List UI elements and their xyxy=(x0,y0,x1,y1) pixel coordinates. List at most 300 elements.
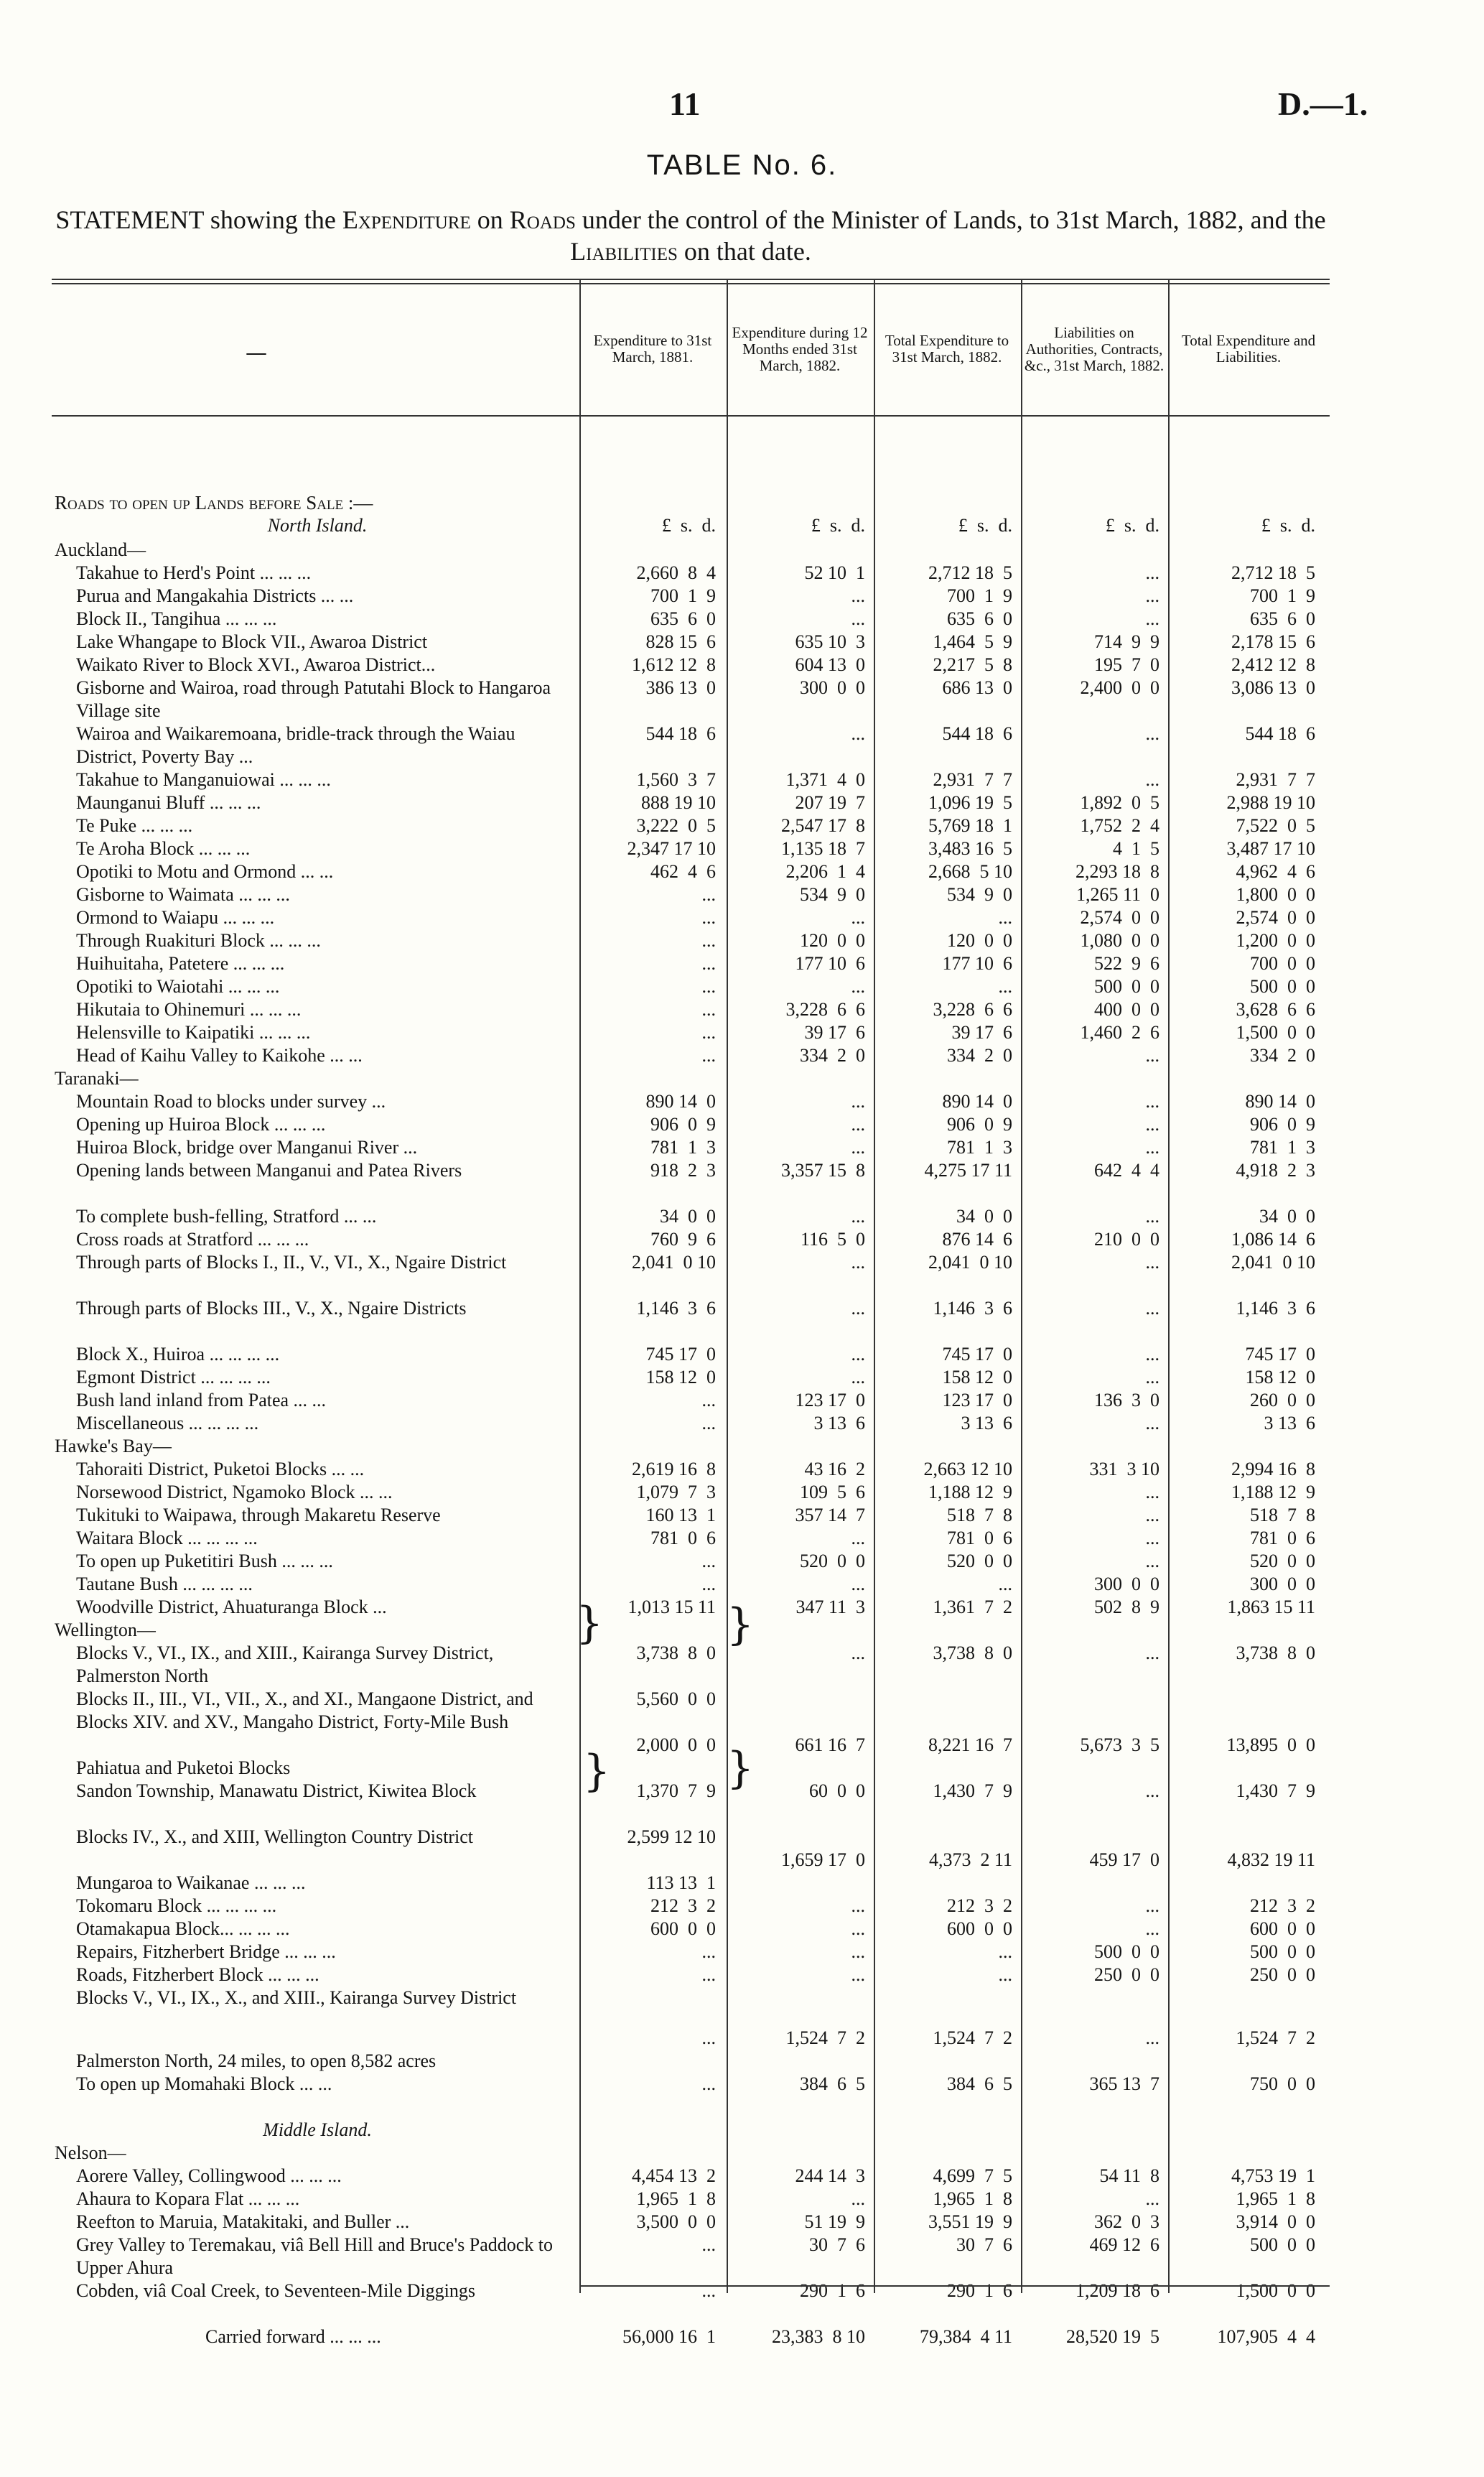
cell-c5: 4,918 2 3 xyxy=(1236,1160,1315,1181)
row-label: Grey Valley to Teremakau, viâ Bell Hill and Bruce's Paddock to Upper Ahura xyxy=(76,2234,554,2278)
row-label: Ormond to Waiapu ... ... ... xyxy=(76,907,275,928)
row-label: Tahoraiti District, Puketoi Blocks ... ... xyxy=(76,1459,365,1479)
row-label: Blocks V., VI., IX., and XIII., Kairanga Survey District, Palmerston North xyxy=(76,1642,494,1686)
cell-c1: 2,599 12 10 xyxy=(627,1826,716,1847)
row-label: Cobden, viâ Coal Creek, to Seventeen-Mile Diggings xyxy=(76,2280,476,2301)
cell-c2: 1,524 7 2 xyxy=(785,2027,865,2048)
cell-c4: ... xyxy=(1145,1551,1159,1571)
cell-c1: 212 3 2 xyxy=(650,1895,716,1916)
cell-c2: 347 11 3 xyxy=(795,1597,865,1617)
cell-c5: 781 0 6 xyxy=(1250,1528,1315,1548)
row-label: Sandon Township, Manawatu District, Kiwitea Block xyxy=(76,1780,477,1801)
cell-c2: 3,357 15 8 xyxy=(781,1160,865,1181)
cell-c4: 2,400 0 0 xyxy=(1080,677,1159,698)
row-label: Blocks IV., X., and XIII, Wellington Country District xyxy=(76,1826,474,1847)
cell-c1: 3,738 8 0 xyxy=(636,1642,716,1663)
expenditure-table xyxy=(52,279,1330,2347)
cell-c4: ... xyxy=(1145,1895,1159,1916)
cell-c5: 1,800 0 0 xyxy=(1236,884,1315,905)
cell-c5: 1,500 0 0 xyxy=(1236,1022,1315,1043)
row-label: Pahiatua and Puketoi Blocks xyxy=(76,1757,291,1778)
row-label: Tautane Bush ... ... ... ... xyxy=(76,1574,253,1594)
cell-c1: ... xyxy=(701,999,716,1020)
cell-c4: 500 0 0 xyxy=(1094,976,1159,997)
cell-c5: 890 14 0 xyxy=(1245,1091,1315,1112)
cell-c1: ... xyxy=(701,2280,716,2301)
cell-c3: 334 2 0 xyxy=(947,1045,1012,1066)
cell-c4: ... xyxy=(1145,1367,1159,1388)
cell-c1: ... xyxy=(701,907,716,928)
cell-c4: 1,752 2 4 xyxy=(1080,815,1159,836)
row-label: Woodville District, Ahuaturanga Block ... xyxy=(76,1597,387,1617)
cell-c1: 745 17 0 xyxy=(645,1344,716,1365)
cell-c2: 534 9 0 xyxy=(800,884,865,905)
cell-c1: 918 2 3 xyxy=(650,1160,716,1181)
cell-c5: 3,487 17 10 xyxy=(1226,838,1315,859)
row-label: Wairoa and Waikaremoana, bridle-track through the Waiau District, Poverty Bay ... xyxy=(76,723,515,767)
cell-c2: 120 0 0 xyxy=(800,930,865,951)
cell-c5: 34 0 0 xyxy=(1259,1206,1315,1227)
cell-c5: 2,574 0 0 xyxy=(1236,907,1315,928)
row-label: Block II., Tangihua ... ... ... xyxy=(76,608,277,629)
cell-c4: ... xyxy=(1145,1206,1159,1227)
cell-c2: ... xyxy=(851,1091,865,1112)
cell-c3: ... xyxy=(998,1941,1012,1962)
cell-c3: ... xyxy=(998,1964,1012,1985)
cell-c5: 2,412 12 8 xyxy=(1231,654,1315,675)
cell-c3: 79,384 4 11 xyxy=(919,2326,1012,2347)
cell-c1: 600 0 0 xyxy=(650,1918,716,1939)
cell-c4: ... xyxy=(1145,1642,1159,1663)
cell-c3: 534 9 0 xyxy=(947,884,1012,905)
cell-c4: ... xyxy=(1145,1137,1159,1158)
cell-c3: 544 18 6 xyxy=(942,723,1012,744)
cell-c4: ... xyxy=(1145,1780,1159,1801)
brace-mangaone-right: } xyxy=(727,1599,755,1650)
cell-c3: 1,146 3 6 xyxy=(933,1298,1012,1319)
cell-c2: 1,659 17 0 xyxy=(781,1849,865,1870)
cell-c2: 334 2 0 xyxy=(800,1045,865,1066)
cell-c4: 522 9 6 xyxy=(1094,953,1159,974)
cell-c2: ... xyxy=(851,1206,865,1227)
cell-c1: ... xyxy=(701,1551,716,1571)
table-top-rule xyxy=(52,279,1330,280)
cell-c1: 3,222 0 5 xyxy=(636,815,716,836)
statement-mid2: under the control of the Minister of Lands, to 31st March, 1882, and the xyxy=(575,205,1326,234)
cell-c3: 2,663 12 10 xyxy=(923,1459,1012,1479)
cell-c5: 212 3 2 xyxy=(1250,1895,1315,1916)
cell-c1: ... xyxy=(701,1413,716,1433)
cell-c2: ... xyxy=(851,1895,865,1916)
cell-c4: 362 0 3 xyxy=(1094,2211,1159,2232)
row-label: Through parts of Blocks I., II., V., VI., X., Ngaire District xyxy=(76,1252,507,1273)
cell-c4: ... xyxy=(1145,1114,1159,1135)
cell-c2: 3,228 6 6 xyxy=(785,999,865,1020)
cell-c1: 34 0 0 xyxy=(660,1206,716,1227)
cell-c3: 520 0 0 xyxy=(947,1551,1012,1571)
cell-c2: 2,547 17 8 xyxy=(781,815,865,836)
cell-c5: 635 6 0 xyxy=(1250,608,1315,629)
cell-c3: ... xyxy=(998,976,1012,997)
row-label: Gisborne to Waimata ... ... ... xyxy=(76,884,290,905)
cell-c1: ... xyxy=(701,2027,716,2048)
cell-c2: £ s. d. xyxy=(811,515,865,536)
cell-c5: 750 0 0 xyxy=(1250,2073,1315,2094)
cell-c1: 1,146 3 6 xyxy=(636,1298,716,1319)
row-label: Taranaki— xyxy=(55,1068,139,1089)
row-label: Aorere Valley, Collingwood ... ... ... xyxy=(76,2165,342,2186)
cell-c5: 544 18 6 xyxy=(1245,723,1315,744)
cell-c2: 3 13 6 xyxy=(813,1413,865,1433)
cell-c2: 43 16 2 xyxy=(804,1459,865,1479)
cell-c1: 1,079 7 3 xyxy=(636,1482,716,1502)
cell-c3: 781 0 6 xyxy=(947,1528,1012,1548)
row-label: Carried forward ... ... ... xyxy=(205,2326,381,2347)
cell-c2: ... xyxy=(851,1252,865,1273)
cell-c4: ... xyxy=(1145,2188,1159,2209)
cell-c4: ... xyxy=(1145,1344,1159,1365)
cell-c3: 876 14 6 xyxy=(942,1229,1012,1250)
cell-c1: ... xyxy=(701,1022,716,1043)
row-label: To open up Momahaki Block ... ... xyxy=(76,2073,332,2094)
cell-c3: £ s. d. xyxy=(958,515,1012,536)
cell-c2: 207 19 7 xyxy=(795,792,865,813)
row-label: Nelson— xyxy=(55,2142,126,2163)
cell-c5: 1,146 3 6 xyxy=(1236,1298,1315,1319)
cell-c3: 2,041 0 10 xyxy=(928,1252,1012,1273)
row-label: Auckland— xyxy=(55,539,146,560)
cell-c2: ... xyxy=(851,1298,865,1319)
cell-c1: 113 13 1 xyxy=(646,1872,716,1893)
cell-c1: ... xyxy=(701,1390,716,1411)
cell-c3: 384 6 5 xyxy=(947,2073,1012,2094)
cell-c3: ... xyxy=(998,907,1012,928)
cell-c4: ... xyxy=(1145,1091,1159,1112)
cell-c2: 2,206 1 4 xyxy=(785,861,865,882)
row-label: Blocks V., VI., IX., X., and XIII., Kairanga Survey District xyxy=(76,1987,517,2008)
cell-c2: 635 10 3 xyxy=(795,631,865,652)
cell-c5: 2,994 16 8 xyxy=(1231,1459,1315,1479)
cell-c4: 54 11 8 xyxy=(1099,2165,1159,2186)
row-label: Helensville to Kaipatiki ... ... ... xyxy=(76,1022,311,1043)
cell-c2: 39 17 6 xyxy=(804,1022,865,1043)
row-label: To complete bush-felling, Stratford ... ... xyxy=(76,1206,377,1227)
cell-c2: 244 14 3 xyxy=(795,2165,865,2186)
row-label: Bush land inland from Patea ... ... xyxy=(76,1390,327,1411)
row-label: Maunganui Bluff ... ... ... xyxy=(76,792,261,813)
cell-c5: 600 0 0 xyxy=(1250,1918,1315,1939)
cell-c5: 2,712 18 5 xyxy=(1231,562,1315,583)
cell-c2: ... xyxy=(851,1918,865,1939)
cell-c3: 120 0 0 xyxy=(947,930,1012,951)
cell-c1: ... xyxy=(701,884,716,905)
cell-c1: 781 1 3 xyxy=(650,1137,716,1158)
cell-c4: ... xyxy=(1145,1482,1159,1502)
cell-c4: 331 3 10 xyxy=(1089,1459,1159,1479)
cell-c2: ... xyxy=(851,1114,865,1135)
cell-c1: 2,000 0 0 xyxy=(636,1734,716,1755)
cell-c3: 518 7 8 xyxy=(947,1505,1012,1525)
statement-liabilities: Liabilities xyxy=(570,237,678,266)
row-label: Lake Whangape to Block VII., Awaroa District xyxy=(76,631,428,652)
cell-c4: 502 8 9 xyxy=(1094,1597,1159,1617)
cell-c3: 1,464 5 9 xyxy=(933,631,1012,652)
cell-c1: 828 15 6 xyxy=(645,631,716,652)
cell-c3: 600 0 0 xyxy=(947,1918,1012,1939)
cell-c2: 116 5 0 xyxy=(800,1229,865,1250)
cell-c5: 906 0 9 xyxy=(1250,1114,1315,1135)
cell-c3: 3 13 6 xyxy=(961,1413,1012,1433)
cell-c2: ... xyxy=(851,2188,865,2209)
cell-c5: 520 0 0 xyxy=(1250,1551,1315,1571)
cell-c5: 500 0 0 xyxy=(1250,2234,1315,2255)
cell-c2: ... xyxy=(851,1367,865,1388)
row-label: Waikato River to Block XVI., Awaroa District... xyxy=(76,654,436,675)
cell-c1: 781 0 6 xyxy=(650,1528,716,1548)
cell-c5: 334 2 0 xyxy=(1250,1045,1315,1066)
cell-c4: 1,460 2 6 xyxy=(1080,1022,1159,1043)
header-bottom-rule xyxy=(52,415,1330,417)
cell-c1: 158 12 0 xyxy=(645,1367,716,1388)
cell-c3: 177 10 6 xyxy=(942,953,1012,974)
cell-c3: 1,096 19 5 xyxy=(928,792,1012,813)
cell-c3: 158 12 0 xyxy=(942,1367,1012,1388)
cell-c4: ... xyxy=(1145,1413,1159,1433)
cell-c5: 518 7 8 xyxy=(1250,1505,1315,1525)
cell-c5: 1,965 1 8 xyxy=(1236,2188,1315,2209)
cell-c1: 2,660 8 4 xyxy=(636,562,716,583)
row-label: Hikutaia to Ohinemuri ... ... ... xyxy=(76,999,302,1020)
cell-c4: ... xyxy=(1145,562,1159,583)
cell-c4: ... xyxy=(1145,1528,1159,1548)
cell-c2: 520 0 0 xyxy=(800,1551,865,1571)
cell-c2: ... xyxy=(851,1964,865,1985)
cell-c5: 1,863 15 11 xyxy=(1227,1597,1315,1617)
row-label: Opening up Huiroa Block ... ... ... xyxy=(76,1114,326,1135)
cell-c5: 500 0 0 xyxy=(1250,1941,1315,1962)
cell-c1: 2,041 0 10 xyxy=(632,1252,716,1273)
cell-c3: 3,738 8 0 xyxy=(933,1642,1012,1663)
cell-c5: 3 13 6 xyxy=(1264,1413,1315,1433)
cell-c4: 250 0 0 xyxy=(1094,1964,1159,1985)
cell-c5: 781 1 3 xyxy=(1250,1137,1315,1158)
cell-c3: 2,712 18 5 xyxy=(928,562,1012,583)
row-label: Palmerston North, 24 miles, to open 8,582 acres xyxy=(76,2050,437,2071)
brace-wellington-country: } xyxy=(583,1746,611,1796)
cell-c4: 642 4 4 xyxy=(1094,1160,1159,1181)
cell-c3: 1,524 7 2 xyxy=(933,2027,1012,2048)
cell-c2: 1,371 4 0 xyxy=(785,769,865,790)
cell-c4: 1,892 0 5 xyxy=(1080,792,1159,813)
cell-c3: 1,188 12 9 xyxy=(928,1482,1012,1502)
cell-c1: ... xyxy=(701,976,716,997)
cell-c5: 3,628 6 6 xyxy=(1236,999,1315,1020)
statement-expenditure: Expenditure xyxy=(342,205,471,234)
row-label: Opotiki to Waiotahi ... ... ... xyxy=(76,976,280,997)
row-label: Tukituki to Waipawa, through Makaretu Reserve xyxy=(76,1505,441,1525)
cell-c4: 210 0 0 xyxy=(1094,1229,1159,1250)
page-number: 11 xyxy=(669,85,701,122)
cell-c2: 661 16 7 xyxy=(795,1734,865,1755)
cell-c1: 160 13 1 xyxy=(645,1505,716,1525)
cell-c5: 1,500 0 0 xyxy=(1236,2280,1315,2301)
cell-c1: ... xyxy=(701,2073,716,2094)
statement-prefix: STATEMENT showing the xyxy=(55,205,342,234)
cell-c5: 4,753 19 1 xyxy=(1231,2165,1315,2186)
cell-c4: 459 17 0 xyxy=(1089,1849,1159,1870)
cell-c3: 5,769 18 1 xyxy=(928,815,1012,836)
cell-c4: 5,673 3 5 xyxy=(1080,1734,1159,1755)
cell-c2: 123 17 0 xyxy=(795,1390,865,1411)
cell-c3: 2,931 7 7 xyxy=(933,769,1012,790)
column-header-total-exp-liab: Total Expenditure and Liabilities. xyxy=(1181,332,1316,366)
cell-c2: ... xyxy=(851,907,865,928)
cell-c1: 2,347 17 10 xyxy=(627,838,716,859)
cell-c1: 2,619 16 8 xyxy=(632,1459,716,1479)
cell-c2: 109 5 6 xyxy=(800,1482,865,1502)
cell-c1: 462 4 6 xyxy=(650,861,716,882)
row-label: Takahue to Manganuiowai ... ... ... xyxy=(76,769,331,790)
cell-c4: 2,574 0 0 xyxy=(1080,907,1159,928)
row-label: Cross roads at Stratford ... ... ... xyxy=(76,1229,309,1250)
column-header-description: — xyxy=(246,340,267,366)
cell-c2: ... xyxy=(851,723,865,744)
cell-c2: 604 13 0 xyxy=(795,654,865,675)
cell-c5: 3,086 13 0 xyxy=(1231,677,1315,698)
cell-c5: 7,522 0 5 xyxy=(1236,815,1315,836)
row-label: Repairs, Fitzherbert Bridge ... ... ... xyxy=(76,1941,336,1962)
cell-c4: 469 12 6 xyxy=(1089,2234,1159,2255)
cell-c5: 260 0 0 xyxy=(1250,1390,1315,1411)
cell-c1: 1,965 1 8 xyxy=(636,2188,716,2209)
cell-c4: ... xyxy=(1145,1918,1159,1939)
cell-c4: ... xyxy=(1145,1252,1159,1273)
cell-c2: ... xyxy=(851,1137,865,1158)
cell-c1: 386 13 0 xyxy=(645,677,716,698)
statement-heading xyxy=(52,204,1330,267)
cell-c2: 290 1 6 xyxy=(800,2280,865,2301)
row-label: Through parts of Blocks III., V., X., Ngaire Districts xyxy=(76,1298,467,1319)
row-label: Ahaura to Kopara Flat ... ... ... xyxy=(76,2188,300,2209)
table-title: TABLE No. 6. xyxy=(646,149,838,181)
row-label: Huiroa Block, bridge over Manganui River ... xyxy=(76,1137,418,1158)
cell-c4: 4 1 5 xyxy=(1113,838,1159,859)
cell-c2: 51 19 9 xyxy=(804,2211,865,2232)
cell-c1: 544 18 6 xyxy=(645,723,716,744)
row-label: Norsewood District, Ngamoko Block ... ... xyxy=(76,1482,393,1502)
cell-c3: 700 1 9 xyxy=(947,585,1012,606)
cell-c2: ... xyxy=(851,1528,865,1548)
cell-c1: ... xyxy=(701,1045,716,1066)
cell-c4: ... xyxy=(1145,2027,1159,2048)
cell-c5: 700 1 9 xyxy=(1250,585,1315,606)
cell-c1: ... xyxy=(701,1964,716,1985)
cell-c5: 4,962 4 6 xyxy=(1236,861,1315,882)
total-rule xyxy=(580,2285,1330,2287)
cell-c3: 34 0 0 xyxy=(956,1206,1012,1227)
row-label: Gisborne and Wairoa, road through Patutahi Block to Hangaroa Village site xyxy=(76,677,551,721)
cell-c5: 1,086 14 6 xyxy=(1231,1229,1315,1250)
cell-c2: ... xyxy=(851,976,865,997)
cell-c5: 250 0 0 xyxy=(1250,1964,1315,1985)
cell-c1: £ s. d. xyxy=(661,515,716,536)
cell-c2: ... xyxy=(851,1574,865,1594)
row-label: Blocks II., III., VI., VII., X., and XI., Mangaone District, and Blocks XIV. and XV., Mangaho District, Forty-Mile Bush xyxy=(76,1688,533,1732)
brace-wellington-country-right: } xyxy=(727,1743,755,1793)
cell-c5: 500 0 0 xyxy=(1250,976,1315,997)
cell-c3: 39 17 6 xyxy=(951,1022,1012,1043)
cell-c3: 635 6 0 xyxy=(947,608,1012,629)
row-label: Head of Kaihu Valley to Kaikohe ... ... xyxy=(76,1045,363,1066)
cell-c5: 1,430 7 9 xyxy=(1236,1780,1315,1801)
cell-c1: 1,370 7 9 xyxy=(636,1780,716,1801)
cell-c2: 52 10 1 xyxy=(804,562,865,583)
row-label: Purua and Mangakahia Districts ... ... xyxy=(76,585,354,606)
cell-c3: 4,699 7 5 xyxy=(933,2165,1012,2186)
cell-c4: ... xyxy=(1145,608,1159,629)
row-label: Takahue to Herd's Point ... ... ... xyxy=(76,562,312,583)
cell-c2: ... xyxy=(851,608,865,629)
row-label: Waitara Block ... ... ... ... xyxy=(76,1528,258,1548)
cell-c4: 300 0 0 xyxy=(1094,1574,1159,1594)
cell-c3: 1,430 7 9 xyxy=(933,1780,1012,1801)
cell-c1: 906 0 9 xyxy=(650,1114,716,1135)
cell-c5: 107,905 4 4 xyxy=(1217,2326,1315,2347)
cell-c4: 1,080 0 0 xyxy=(1080,930,1159,951)
cell-c3: 4,275 17 11 xyxy=(924,1160,1012,1181)
row-label: Te Aroha Block ... ... ... xyxy=(76,838,251,859)
cell-c5: 3,738 8 0 xyxy=(1236,1642,1315,1663)
cell-c5: 2,041 0 10 xyxy=(1231,1252,1315,1273)
cell-c3: 3,551 19 9 xyxy=(928,2211,1012,2232)
cell-c4: 28,520 19 5 xyxy=(1066,2326,1159,2347)
table-body xyxy=(52,422,1330,2347)
row-label: Wellington— xyxy=(55,1619,156,1640)
cell-c1: 1,560 3 7 xyxy=(636,769,716,790)
column-header-exp-1881: Expenditure to 31st March, 1881. xyxy=(593,332,712,366)
cell-c2: 23,383 8 10 xyxy=(772,2326,865,2347)
cell-c3: 4,373 2 11 xyxy=(928,1849,1012,1870)
cell-c3: 1,361 7 2 xyxy=(933,1597,1012,1617)
cell-c3: 890 14 0 xyxy=(942,1091,1012,1112)
cell-c5: 4,832 19 11 xyxy=(1227,1849,1315,1870)
cell-c1: ... xyxy=(701,930,716,951)
cell-c5: 1,200 0 0 xyxy=(1236,930,1315,951)
row-label: Tokomaru Block ... ... ... ... xyxy=(76,1895,277,1916)
cell-c1: 700 1 9 xyxy=(650,585,716,606)
cell-c3: 290 1 6 xyxy=(947,2280,1012,2301)
cell-c2: ... xyxy=(851,585,865,606)
row-label: Mountain Road to blocks under survey ... xyxy=(76,1091,386,1112)
cell-c2: 384 6 5 xyxy=(800,2073,865,2094)
cell-c4: ... xyxy=(1145,723,1159,744)
cell-c5: 700 0 0 xyxy=(1250,953,1315,974)
cell-c1: 1,013 15 11 xyxy=(627,1597,716,1617)
cell-c1: 4,454 13 2 xyxy=(632,2165,716,2186)
cell-c3: 3,483 16 5 xyxy=(928,838,1012,859)
row-label: Opening lands between Manganui and Patea Rivers xyxy=(76,1160,462,1181)
row-label: Mungaroa to Waikanae ... ... ... xyxy=(76,1872,306,1893)
row-label: To open up Puketitiri Bush ... ... ... xyxy=(76,1551,333,1571)
cell-c5: 158 12 0 xyxy=(1245,1367,1315,1388)
column-header-total-exp-1882: Total Expenditure to 31st March, 1882. xyxy=(885,332,1009,366)
row-label: Through Ruakituri Block ... ... ... xyxy=(76,930,321,951)
cell-c4: 195 7 0 xyxy=(1094,654,1159,675)
row-label: North Island. xyxy=(267,515,368,536)
row-label: Reefton to Maruia, Matakitaki, and Buller ... xyxy=(76,2211,410,2232)
cell-c2: 300 0 0 xyxy=(800,677,865,698)
cell-c1: 3,500 0 0 xyxy=(636,2211,716,2232)
